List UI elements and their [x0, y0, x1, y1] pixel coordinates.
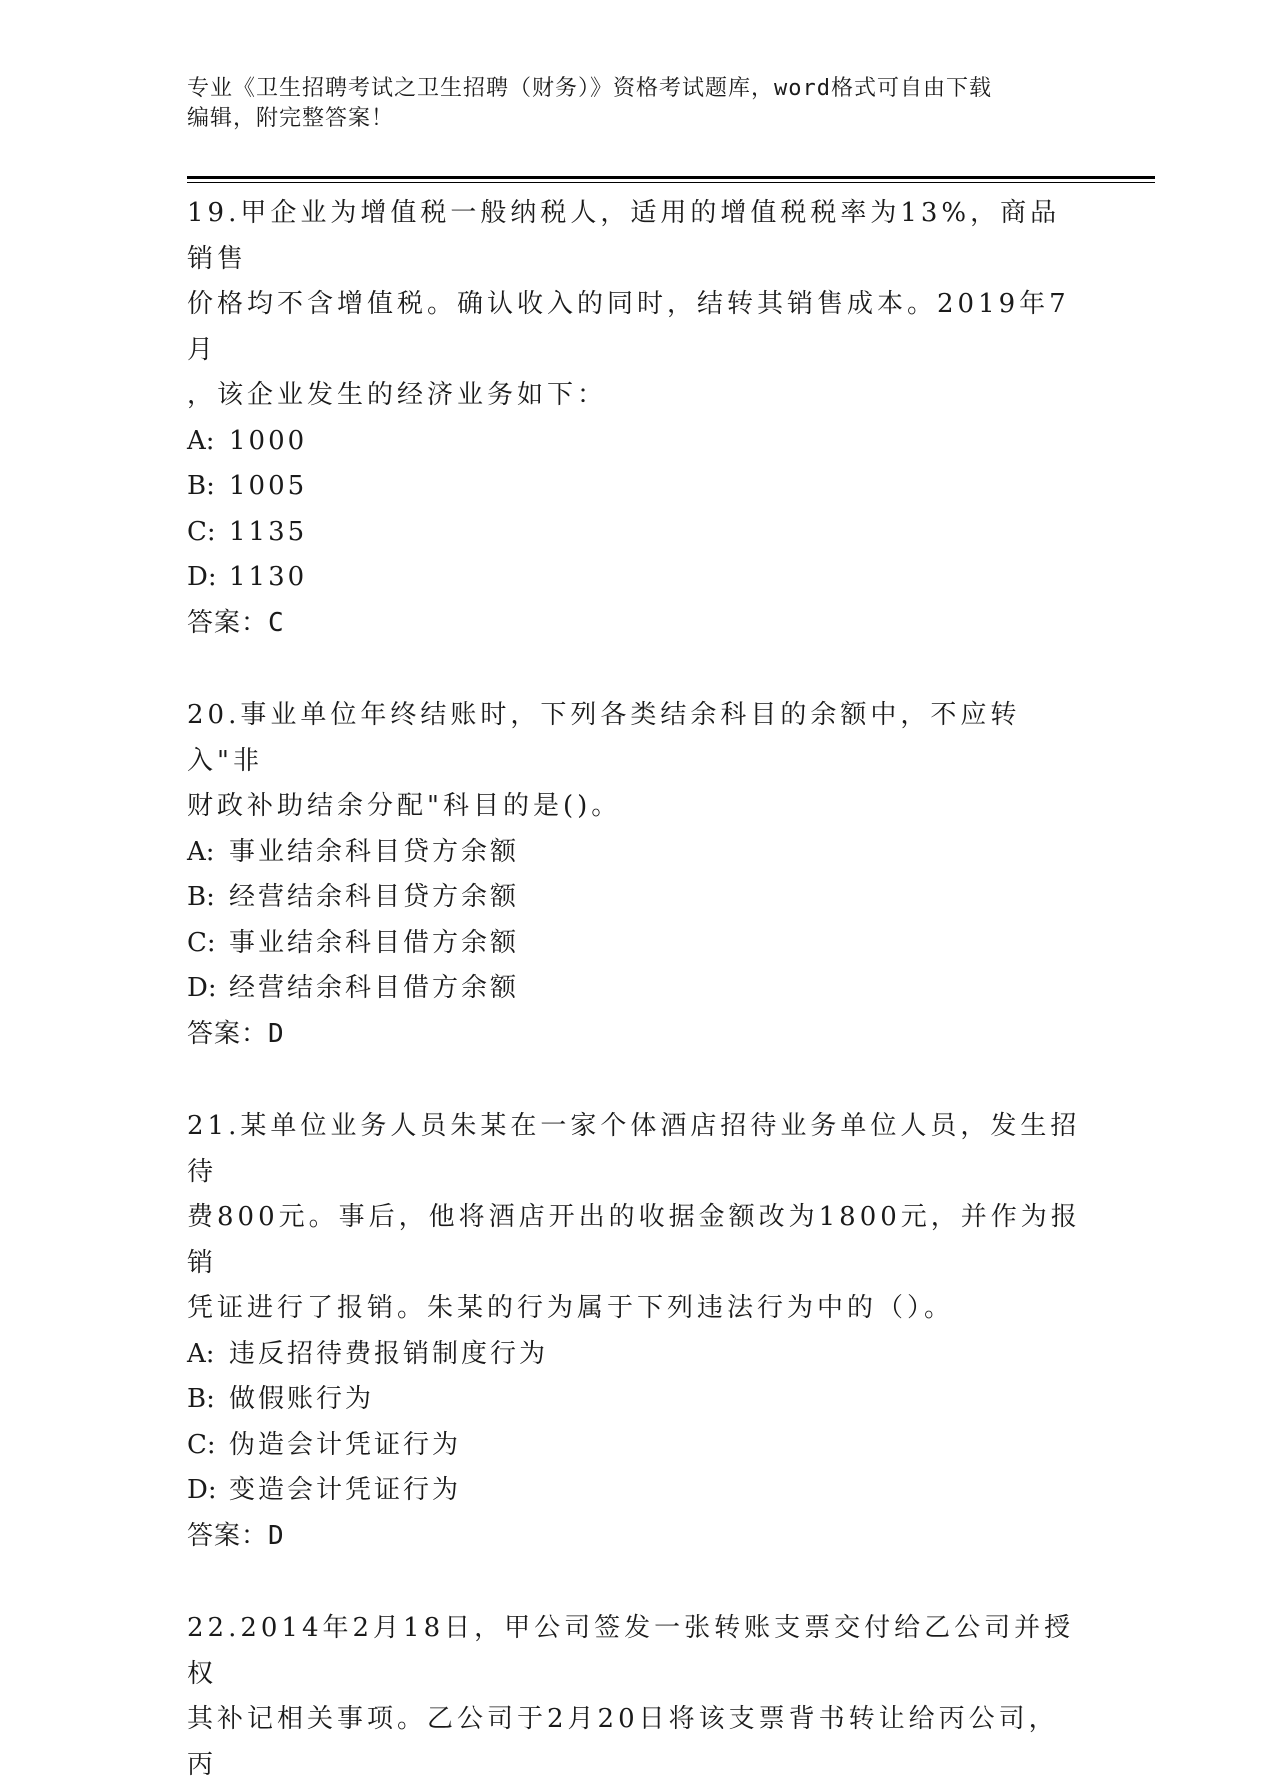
option-b — [187, 1377, 1087, 1423]
option-text: 做假账行为 — [229, 1384, 375, 1414]
header-line-1: 专业《卫生招聘考试之卫生招聘（财务）》资格考试题库，word格式可自由下载 — [187, 76, 992, 101]
question-spacer — [187, 1559, 1087, 1606]
question-text-line: ，该企业发生的经济业务如下： — [187, 380, 608, 410]
option-key: B: — [187, 882, 215, 912]
header-divider-thin — [187, 182, 1155, 183]
option-key: C: — [187, 1429, 216, 1460]
question-text-line: 19.甲企业为增值税一般纳税人，适用的增值税税率为13%，商品销售 — [187, 198, 1061, 274]
option-c — [187, 921, 1087, 967]
option-key: A: — [187, 425, 215, 456]
option-d — [187, 555, 1087, 601]
option-a — [187, 830, 1087, 876]
question-text-line: 凭证进行了报销。朱某的行为属于下列违法行为中的（）。 — [187, 1293, 955, 1323]
option-key: B: — [187, 1384, 215, 1414]
option-text: 经营结余科目贷方余额 — [229, 882, 520, 912]
question-text-line: 20.事业单位年终结账时，下列各类结余科目的余额中，不应转入"非 — [187, 700, 1021, 776]
document-header — [187, 74, 1087, 134]
option-text: 伪造会计凭证行为 — [229, 1429, 462, 1460]
option-text: 1135 — [229, 516, 308, 547]
option-c — [187, 510, 1087, 556]
option-text: 事业结余科目贷方余额 — [229, 836, 520, 867]
option-text: 1000 — [229, 425, 308, 456]
option-key: A: — [187, 836, 215, 867]
option-key: B: — [187, 471, 215, 501]
question-20 — [187, 693, 1087, 1057]
option-a — [187, 1332, 1087, 1378]
option-key: A: — [187, 1338, 215, 1369]
question-text-line: 其补记相关事项。乙公司于2月20日将该支票背书转让给丙公司，丙 — [187, 1704, 1059, 1780]
question-19 — [187, 191, 1087, 646]
option-key: D: — [187, 1475, 217, 1505]
option-text: 事业结余科目借方余额 — [229, 927, 520, 958]
option-a — [187, 419, 1087, 465]
question-spacer — [187, 646, 1087, 693]
header-divider-thick — [187, 176, 1155, 179]
option-text: 1130 — [229, 562, 308, 592]
answer-line: 答案：D — [187, 1018, 285, 1049]
header-line-2: 编辑，附完整答案！ — [187, 106, 395, 131]
question-text-line: 21.某单位业务人员朱某在一家个体酒店招待业务单位人员，发生招待 — [187, 1111, 1081, 1187]
answer-line: 答案：C — [187, 607, 285, 638]
option-text: 1005 — [229, 471, 308, 501]
question-spacer — [187, 1057, 1087, 1104]
option-key: D: — [187, 973, 217, 1003]
question-list — [187, 191, 1087, 1788]
question-22 — [187, 1606, 1087, 1788]
option-key: D: — [187, 562, 217, 592]
option-text: 违反招待费报销制度行为 — [229, 1338, 549, 1369]
question-text-line: 费800元。事后，他将酒店开出的收据金额改为1800元，并作为报销 — [187, 1202, 1081, 1278]
question-text-line: 22.2014年2月18日，甲公司签发一张转账支票交付给乙公司并授权 — [187, 1613, 1075, 1689]
question-text-line: 价格均不含增值税。确认收入的同时，结转其销售成本。2019年7月 — [187, 289, 1070, 365]
question-text-line: 财政补助结余分配"科目的是()。 — [187, 791, 622, 821]
question-21 — [187, 1104, 1087, 1559]
option-b — [187, 875, 1087, 921]
option-c — [187, 1423, 1087, 1469]
option-key: C: — [187, 927, 216, 958]
option-b — [187, 464, 1087, 510]
answer-line: 答案：D — [187, 1520, 285, 1551]
option-d — [187, 966, 1087, 1012]
option-text: 变造会计凭证行为 — [229, 1475, 462, 1505]
option-key: C: — [187, 516, 216, 547]
option-text: 经营结余科目借方余额 — [229, 973, 520, 1003]
option-d — [187, 1468, 1087, 1514]
